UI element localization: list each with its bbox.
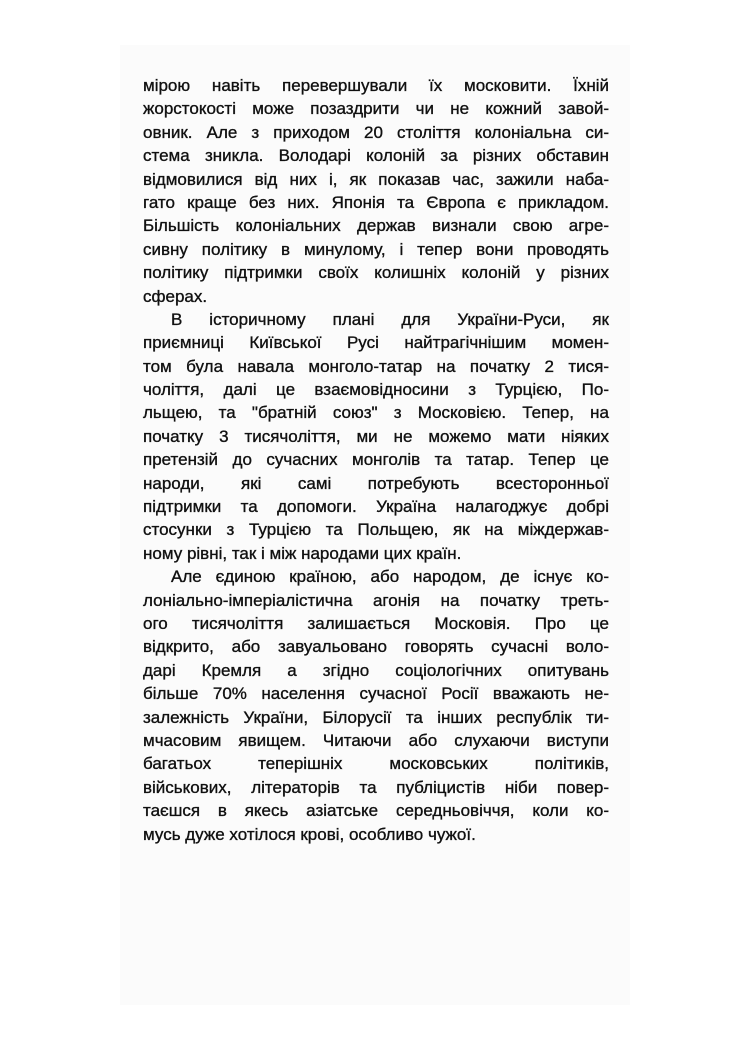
text-line: чоліття, далі це взаємовідносини з Турцією, По- bbox=[143, 380, 609, 400]
text-line: ого тисячоліття залишається Московія. Про це bbox=[143, 613, 609, 633]
text-line: відкрито, або завуальовано говорять сучасні воло- bbox=[143, 637, 609, 657]
text-line: початку 3 тисячоліття, ми не можемо мати ніяких bbox=[143, 426, 609, 446]
text-line: відмовилися від них і, як показав час, зажили наба- bbox=[143, 169, 609, 189]
paragraph-1 bbox=[143, 74, 609, 308]
text-line: льщею, та "братній союз" з Московією. Тепер, на bbox=[143, 403, 609, 423]
text-line: таєшся в якесь азіатське середньовіччя, коли ко- bbox=[143, 801, 609, 821]
text-line: жорстокості може позаздрити чи не кожний завой- bbox=[143, 99, 609, 119]
text-line: народи, які самі потребують всесторонньої bbox=[143, 473, 609, 493]
text-line: лоніально-імперіалістична агонія на початку треть- bbox=[143, 590, 609, 610]
paragraph-2 bbox=[143, 308, 609, 565]
text-line: сивну політику в минулому, і тепер вони проводять bbox=[143, 239, 609, 259]
paragraph-3 bbox=[143, 565, 609, 846]
text-line: том була навала монголо-татар на початку 2 тися- bbox=[143, 356, 609, 376]
text-line: залежність України, Білорусії та інших республік ти- bbox=[143, 707, 609, 727]
text-line: багатьох теперішніх московських політиків, bbox=[143, 754, 609, 774]
text-line: військових, літераторів та публіцистів ніби повер- bbox=[143, 777, 609, 797]
text-line: стема зникла. Володарі колоній за різних обставин bbox=[143, 146, 609, 166]
text-line: мусь дуже хотілося крові, особливо чужої. bbox=[143, 824, 476, 844]
text-line: підтримки та допомоги. Україна налагоджує добрі bbox=[143, 497, 609, 517]
text-line: мірою навіть перевершували їх московити. Їхній bbox=[143, 76, 609, 95]
text-line: дарі Кремля а згідно соціологічних опитувань bbox=[143, 660, 609, 680]
text-line: сферах. bbox=[143, 286, 208, 306]
page-text bbox=[143, 74, 609, 846]
text-line: мчасовим явищем. Читаючи або слухаючи виступи bbox=[143, 730, 609, 750]
text-line: В історичному плані для України-Руси, як bbox=[171, 309, 609, 329]
text-line: приємниці Київської Русі найтрагічнішим момен- bbox=[143, 333, 609, 353]
text-line: більше 70% населення сучасної Росії вважають не- bbox=[143, 684, 609, 704]
text-line: гато краще без них. Японія та Європа є прикладом. bbox=[143, 192, 609, 212]
text-line: стосунки з Турцією та Польщею, як на міждержав- bbox=[143, 520, 609, 540]
text-line: претензій до сучасних монголів та татар. Тепер це bbox=[143, 450, 609, 470]
text-line: ному рівні, так і між народами цих країн. bbox=[143, 543, 462, 563]
text-line: Більшість колоніальних держав визнали свою агре- bbox=[143, 216, 609, 236]
text-line: Але єдиною країною, або народом, де існує ко- bbox=[171, 567, 609, 587]
text-line: політику підтримки своїх колишніх колоній у різних bbox=[143, 263, 609, 283]
text-line: овник. Але з приходом 20 століття колоніальна си- bbox=[143, 122, 609, 142]
